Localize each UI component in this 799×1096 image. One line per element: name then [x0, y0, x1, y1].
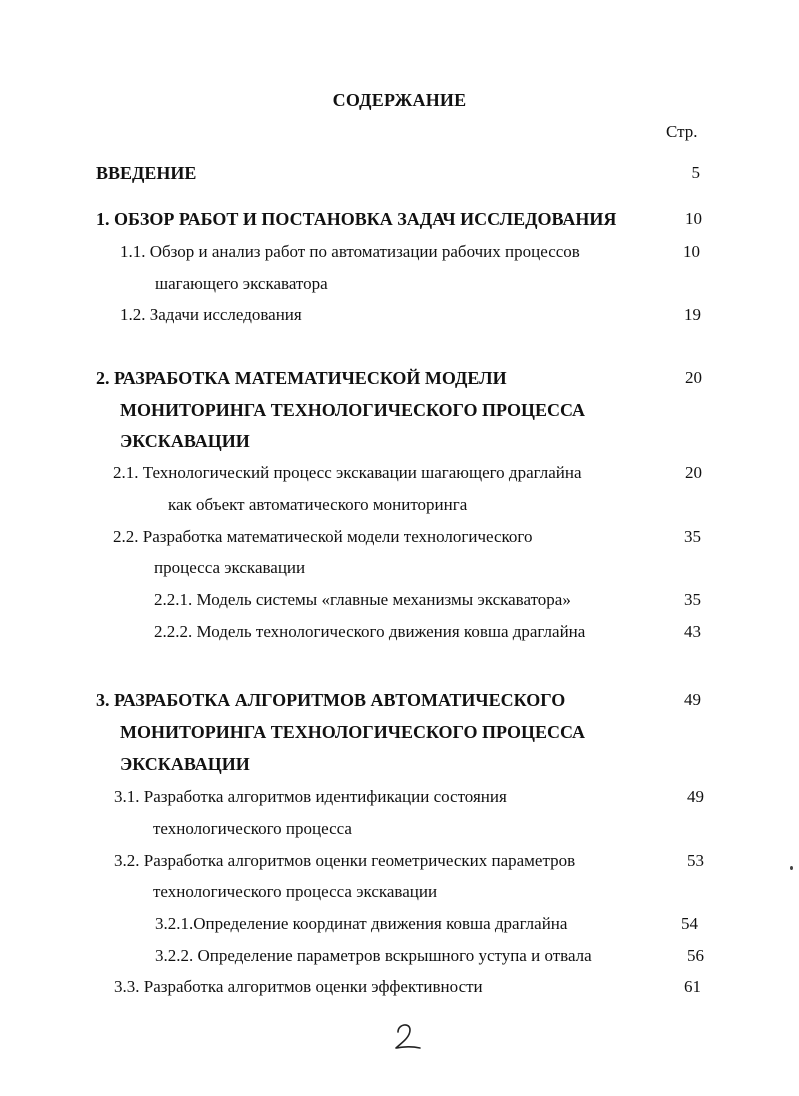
toc-page-3-2-1: 54	[681, 914, 698, 933]
toc-entry-3-2-cont: технологического процесса экскавации	[153, 882, 438, 901]
toc-page-2-2-1: 35	[684, 590, 701, 609]
page-title: СОДЕРЖАНИЕ	[332, 90, 467, 110]
toc-entry-chapter-2-cont-2: ЭКСКАВАЦИИ	[120, 431, 250, 451]
toc-page-3-1: 49	[687, 787, 704, 806]
toc-entry-1-1: 1.1. Обзор и анализ работ по автоматизации рабочих процессов	[120, 242, 580, 261]
toc-page-chapter-3: 49	[684, 690, 701, 709]
toc-entry-3-2-2: 3.2.2. Определение параметров вскрышного уступа и отвала	[155, 946, 592, 965]
toc-entry-3-1: 3.1. Разработка алгоритмов идентификации состояния	[114, 787, 507, 806]
toc-page-2-1: 20	[685, 463, 702, 482]
toc-entry-chapter-3-cont-1: МОНИТОРИНГА ТЕХНОЛОГИЧЕСКОГО ПРОЦЕССА	[120, 722, 586, 742]
toc-entry-3-1-cont: технологического процесса	[153, 819, 352, 838]
toc-entry-2-2: 2.2. Разработка математической модели технологического	[113, 527, 533, 546]
toc-entry-1-1-cont: шагающего экскаватора	[155, 274, 328, 293]
toc-entry-3-3: 3.3. Разработка алгоритмов оценки эффективности	[114, 977, 483, 996]
toc-page-1-1: 10	[683, 242, 700, 261]
toc-page-3-3: 61	[684, 977, 701, 996]
toc-entry-3-2-1: 3.2.1.Определение координат движения ковша драглайна	[155, 914, 568, 933]
toc-entry-2-1-cont: как объект автоматического мониторинга	[168, 495, 468, 514]
toc-page-2-2: 35	[684, 527, 701, 546]
toc-entry-chapter-1: 1. ОБЗОР РАБОТ И ПОСТАНОВКА ЗАДАЧ ИССЛЕДОВАНИЯ	[96, 209, 617, 229]
toc-page-1-2: 19	[684, 305, 701, 324]
toc-entry-3-2: 3.2. Разработка алгоритмов оценки геометрических параметров	[114, 851, 576, 870]
toc-page-3-2-2: 56	[687, 946, 704, 965]
scan-speck	[790, 866, 793, 870]
toc-page-introduction: 5	[691, 163, 700, 182]
toc-page-2-2-2: 43	[684, 622, 701, 641]
toc-entry-2-2-1: 2.2.1. Модель системы «главные механизмы экскаватора»	[154, 590, 571, 609]
toc-page-chapter-1: 10	[685, 209, 702, 228]
page-column-label: Стр.	[666, 122, 698, 141]
toc-entry-1-2: 1.2. Задачи исследования	[120, 305, 302, 324]
toc-entry-chapter-2: 2. РАЗРАБОТКА МАТЕМАТИЧЕСКОЙ МОДЕЛИ	[96, 368, 507, 388]
toc-page-chapter-2: 20	[685, 368, 702, 387]
toc-entry-chapter-2-cont-1: МОНИТОРИНГА ТЕХНОЛОГИЧЕСКОГО ПРОЦЕССА	[120, 400, 586, 420]
toc-entry-chapter-3: 3. РАЗРАБОТКА АЛГОРИТМОВ АВТОМАТИЧЕСКОГО	[96, 690, 566, 710]
toc-entry-2-1: 2.1. Технологический процесс экскавации шагающего драглайна	[113, 463, 582, 482]
toc-entry-2-2-2: 2.2.2. Модель технологического движения ковша драглайна	[154, 622, 586, 641]
toc-entry-chapter-3-cont-2: ЭКСКАВАЦИИ	[120, 754, 250, 774]
toc-page-3-2: 53	[687, 851, 704, 870]
handwritten-page-number	[388, 1018, 428, 1054]
toc-entry-2-2-cont: процесса экскавации	[154, 558, 306, 577]
toc-entry-introduction: ВВЕДЕНИЕ	[96, 163, 197, 183]
